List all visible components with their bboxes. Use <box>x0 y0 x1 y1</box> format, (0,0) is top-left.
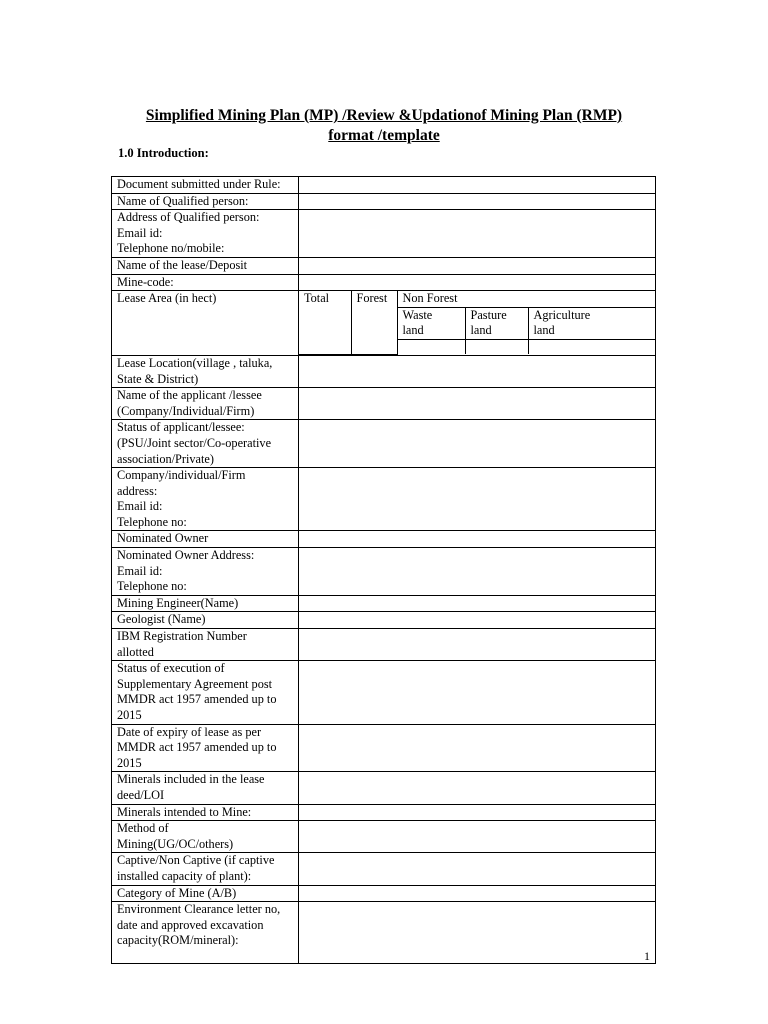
section-heading: 1.0 Introduction: <box>118 146 209 160</box>
field-label-line: (Company/Individual/Firm) <box>117 403 255 418</box>
field-label-line: Name of the lease/Deposit <box>117 257 248 272</box>
field-label-line: association/Private) <box>117 451 214 466</box>
field-label <box>112 772 299 804</box>
field-label <box>112 257 299 274</box>
form-row <box>112 274 656 291</box>
field-label-line: Mining(UG/OC/others) <box>117 836 234 851</box>
field-label-line: 2015 <box>117 755 142 770</box>
field-label-line: Supplementary Agreement post <box>117 676 273 691</box>
field-label-line: Document submitted under Rule: <box>117 177 281 191</box>
form-row <box>112 291 656 356</box>
field-label-line: Name of Qualified person: <box>117 193 249 208</box>
form-row <box>112 772 656 804</box>
form-row <box>112 853 656 885</box>
field-label-line: Name of the applicant /lessee <box>117 388 262 403</box>
form-row <box>112 612 656 629</box>
lease-area-forest-cell[interactable] <box>351 291 397 354</box>
waste-land-header <box>397 307 465 339</box>
field-label-line: MMDR act 1957 amended up to <box>117 692 277 707</box>
form-row <box>112 257 656 274</box>
field-label <box>112 629 299 661</box>
field-label-line: Lease Area (in hect) <box>117 291 217 306</box>
field-value-cell[interactable] <box>299 274 656 291</box>
field-label <box>112 595 299 612</box>
field-label <box>112 420 299 468</box>
field-label-line: allotted <box>117 644 154 659</box>
field-label-line: Geologist (Name) <box>117 612 206 627</box>
field-label-line: Telephone no: <box>117 514 187 529</box>
field-value-cell[interactable] <box>299 388 656 420</box>
field-label <box>112 724 299 772</box>
field-label-line: Method of <box>117 821 169 836</box>
field-label-line: Lease Location(village , taluka, <box>117 355 273 370</box>
field-label <box>112 193 299 210</box>
field-label-line: Environment Clearance letter no, <box>117 902 281 917</box>
form-row <box>112 193 656 210</box>
field-label-line: installed capacity of plant): <box>117 868 252 883</box>
field-label <box>112 177 299 194</box>
introduction-form-table <box>111 176 656 964</box>
field-label <box>112 612 299 629</box>
lease-area-subtable <box>299 291 655 355</box>
title-line-1: Simplified Mining Plan (MP) /Review &Updationof Mining Plan (RMP) <box>145 107 623 124</box>
field-label <box>112 468 299 531</box>
field-label <box>112 355 299 387</box>
field-label <box>112 821 299 853</box>
form-row <box>112 885 656 902</box>
field-value-cell[interactable] <box>299 420 656 468</box>
field-value-cell[interactable] <box>299 885 656 902</box>
field-label-line: (PSU/Joint sector/Co-operative <box>117 435 272 450</box>
field-value-cell[interactable] <box>299 853 656 885</box>
form-row <box>112 902 656 964</box>
field-label-line: Date of expiry of lease as per <box>117 724 262 739</box>
field-label <box>112 291 299 356</box>
field-label <box>112 531 299 548</box>
agriculture-land-value-cell[interactable] <box>528 339 655 354</box>
field-label-line: address: <box>117 483 158 498</box>
field-label <box>112 853 299 885</box>
field-value-cell[interactable] <box>299 902 656 964</box>
field-label-line: Minerals intended to Mine: <box>117 804 252 819</box>
agriculture-land-label: Agriculture <box>533 307 591 322</box>
form-row <box>112 629 656 661</box>
field-label-line: Mine-code: <box>117 274 174 289</box>
agriculture-land-header <box>528 307 655 339</box>
field-label <box>112 274 299 291</box>
field-label-line: Email id: <box>117 563 163 578</box>
field-label-line: Telephone no/mobile: <box>117 241 225 256</box>
title-line-2: format /template <box>328 127 440 144</box>
form-row <box>112 468 656 531</box>
field-label-line: Mining Engineer(Name) <box>117 595 239 610</box>
field-value-cell[interactable] <box>299 355 656 387</box>
field-label <box>112 885 299 902</box>
field-label-line: MMDR act 1957 amended up to <box>117 740 277 755</box>
field-value-cell[interactable] <box>299 612 656 629</box>
field-label-line: date and approved excavation <box>117 917 264 932</box>
field-value-cell[interactable] <box>299 210 656 258</box>
form-row <box>112 177 656 194</box>
field-label-line: IBM Registration Number <box>117 629 247 644</box>
field-label <box>112 902 299 964</box>
form-row <box>112 531 656 548</box>
form-row <box>112 724 656 772</box>
field-label-line: Captive/Non Captive (if captive <box>117 853 275 868</box>
field-label-line: 2015 <box>117 708 142 722</box>
field-value-cell[interactable] <box>299 257 656 274</box>
field-value-cell[interactable] <box>299 724 656 772</box>
form-row <box>112 804 656 821</box>
agriculture-land-label: land <box>533 323 555 338</box>
lease-area-non-forest-label: Non Forest <box>402 291 458 306</box>
page-number: 1 <box>644 949 650 963</box>
field-label-line: Telephone no: <box>117 579 187 594</box>
form-row <box>112 420 656 468</box>
field-value-cell[interactable] <box>299 531 656 548</box>
field-label-line: capacity(ROM/mineral): <box>117 933 239 948</box>
pasture-land-value-cell[interactable] <box>465 339 528 354</box>
waste-land-value-cell[interactable] <box>397 339 465 354</box>
field-value-cell[interactable] <box>299 629 656 661</box>
lease-area-total-cell[interactable] <box>299 291 351 354</box>
field-label-line: Status of applicant/lessee: <box>117 420 245 435</box>
form-row <box>112 595 656 612</box>
field-label-line: Nominated Owner Address: <box>117 548 255 563</box>
waste-land-label: land <box>402 323 424 338</box>
pasture-land-label: land <box>470 323 492 338</box>
form-row <box>112 210 656 258</box>
field-label-line: deed/LOI <box>117 787 165 802</box>
field-value-cell[interactable] <box>299 177 656 194</box>
lease-area-breakdown <box>299 291 656 356</box>
field-value-cell[interactable] <box>299 193 656 210</box>
field-value-cell[interactable] <box>299 595 656 612</box>
field-label <box>112 661 299 724</box>
waste-land-label: Waste <box>402 307 433 322</box>
lease-area-forest-label: Forest <box>356 291 388 306</box>
field-label-line: Address of Qualified person: <box>117 210 260 225</box>
document-title <box>0 106 768 146</box>
form-row <box>112 548 656 596</box>
field-value-cell[interactable] <box>299 804 656 821</box>
pasture-land-header <box>465 307 528 339</box>
field-label-line: Email id: <box>117 499 163 514</box>
form-row <box>112 355 656 387</box>
field-label-line: Status of execution of <box>117 661 225 676</box>
field-label-line: Nominated Owner <box>117 531 209 546</box>
field-label <box>112 210 299 258</box>
field-label-line: Company/individual/Firm <box>117 468 246 483</box>
lease-area-non-forest-header <box>397 291 655 307</box>
field-label-line: Email id: <box>117 225 163 240</box>
field-value-cell[interactable] <box>299 548 656 596</box>
field-label <box>112 804 299 821</box>
field-label <box>112 388 299 420</box>
field-value-cell[interactable] <box>299 468 656 531</box>
form-row <box>112 388 656 420</box>
form-row <box>112 821 656 853</box>
field-label-line: Minerals included in the lease <box>117 772 265 787</box>
lease-area-total-label: Total <box>304 291 330 306</box>
field-label-line: Category of Mine (A/B) <box>117 885 237 900</box>
pasture-land-label: Pasture <box>470 307 507 322</box>
form-row <box>112 661 656 724</box>
field-value-cell[interactable] <box>299 661 656 724</box>
field-label-line: State & District) <box>117 371 199 386</box>
field-value-cell[interactable] <box>299 772 656 804</box>
field-label <box>112 548 299 596</box>
field-value-cell[interactable] <box>299 821 656 853</box>
